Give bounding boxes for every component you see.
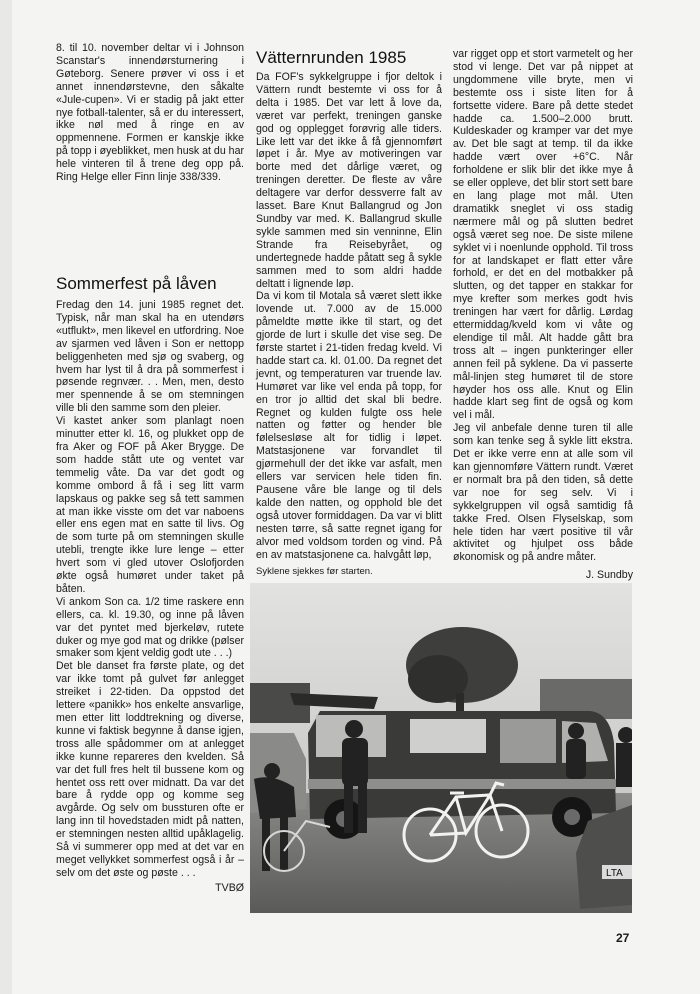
page-number: 27	[616, 931, 630, 945]
intro-column	[56, 42, 244, 184]
sommerfest-article	[56, 274, 244, 895]
license-plate-text: LTA	[606, 868, 623, 879]
vatternrunden-signature: J. Sundby	[585, 569, 633, 582]
sommerfest-paragraph-4: Det ble danset fra første plate, og det var ikke tomt på gulvet før anlegget streiket i 22-tiden. Da oppstod det lettere «panikk» hos enkelte ansvarlige, men etter litt loddtrekning og diverse, kunne vi faktisk begynne å danse igjen, tross alle spådommer om at anlegget ikke kunne repareres den kvelden. Så var det full fres helt til bussene kom og hentet oss rett over midnatt. Da var det bare å rydde opp og komme seg avgårde. Og selv om bussturen ofte er lang inn til hovedstaden midt på natten, er stemningen nesten alltid upåklagelig. Så vi summerer opp med at det var en meget vellykket sommerfest også i år – selv om det øste og pøste . . .	[56, 660, 244, 879]
vatternrunden-paragraph-4: Jeg vil anbefale denne turen til alle som kan tenke seg å sykle litt ekstra. Det er ikke verre enn at alle som vil kan gjennomføre Vättern rundt. Været er normalt bra på den tiden, så dette var noe for seg selv. Vi i sykkelgruppen vil også samtidig få takke Fred. Olsen Flyselskap, som hele tiden har vært positive til vår aktivitet og hjulpet oss både økonomisk og på andre måter.	[453, 422, 633, 564]
sommerfest-signature: TVBØ	[215, 881, 244, 894]
vatternrunden-continued	[453, 48, 633, 582]
intro-paragraph: 8. til 10. november deltar vi i Johnson Scanstar's innendørsturnering i Gøteborg. Senere prøver vi oss i et annet innendørstevne, den såkalte «Jule-cupen». Vi er stadig på jakt etter nye fotball-talenter, så er du interessert, ikke nøl med å ringe en av oppmennene. Formen er kanskje ikke på topp i øyeblikket, men husk at du har hele vinteren til å trene deg opp på. Ring Helge eller Finn linje 338/339.	[56, 42, 244, 184]
page-edge-band	[0, 0, 12, 994]
van-bicycles-photo	[250, 583, 632, 913]
photo-illustration	[250, 583, 632, 913]
sommerfest-paragraph-1: Fredag den 14. juni 1985 regnet det. Typisk, når man skal ha en utendørs «utflukt», men likevel en utfordring. Noe av sjarmen ved låven i Son er nettopp beliggenheten med sjø og svaberg, og hvem har lyst til å dra på sommerfest i pøsende regnvær. . . Men, men, desto mer spennende å se om stemningen ville bli den samme som den pleier.	[56, 299, 244, 415]
sommerfest-paragraph-3: Vi ankom Son ca. 1/2 time raskere enn ellers, ca. kl. 19.30, og inne på låven var det pyntet med bjerkeløv, rutete duker og mye god mat og drikke (pølser smaker som kjent veldig godt ute . . .)	[56, 595, 244, 660]
photo-caption: Syklene sjekkes før starten.	[256, 566, 373, 577]
sommerfest-title: Sommerfest på låven	[56, 274, 217, 293]
vatternrunden-paragraph-1: Da FOF's sykkelgruppe i fjor deltok i Vättern rundt bestemte vi oss for å delta i 1985. Det var lett å love da, været var perfekt, treningen ganske god og opplegget forøvrig alle tiders. Like lett var det ikke å få gjennomført løpet i år. Mye av motiveringen var borte med det dårlige været, og treningen deretter. De fleste av våre deltagere var derfor dessverre falt av lasset. Bare Knut Ballangrud og Jon Sundby var med. K. Ballangrud skulle sykle sammen med sin venninne, Elin Strande fra Reisebyrået, og undertegnede hadde påtatt seg å sykle sammen med to som aldri hadde deltatt i lignende løp.	[256, 71, 442, 290]
vatternrunden-paragraph-3: var rigget opp et stort varmetelt og her stod vi lenge. Det var på nippet at ungdommene ville bryte, men vi bestemte oss i siste liten for å fortsette videre. Bare på dette stedet hadde ca. 1.500–2.000 brutt. Kuldeskader og kramper var det mye av. Det ble sagt at temp. til da ikke hadde vært over +6°C. Når forholdene er slik blir det ikke mye å se eller oppleve, det blir stort sett bare en lang plage mot mål. Uten dramatikk sneglet vi oss stadig nærmere mål og på slutten bedret også været seg noe. De siste milene syklet vi i noenlunde opphold. Til tross for at landskapet er flatt etter våre forhold, er det en del motbakker på slutten, og det tapper en stakkar for mye krefter som merkes godt hvis treningen har vært for dårlig. Lørdag ettermiddag/kveld kom vi våte og elendige til mål. Alt hadde gått bra tross alt – ingen punkteringer eller annen feil på syklene. Da vi passerte mål-linjen steg humøret til de store høyder hos oss alle. Knut og Elin hadde klart seg fint de også og kom vel i mål.	[453, 48, 633, 422]
vatternrunden-title: Vätternrunden 1985	[256, 48, 407, 67]
vatternrunden-article	[256, 48, 442, 561]
vatternrunden-paragraph-2: Da vi kom til Motala så været slett ikke lovende ut. 7.000 av de 15.000 påmeldte møtte ikke til start, og det gjorde de lurt i skulle det vise seg. De første startet i 21-tiden fredag kveld. Vi hadde start ca. kl. 01.00. Da regnet det jevnt, og temperaturen var truende lav. Humøret var like vel enda på topp, for en tror jo alltid det skal bli bedre. Regnet og kulden fulgte oss hele natten og føtter og hender ble følelsesløse alt for tidlig i løpet. Matstasjonene var forvandlet til gjørmehull der det ikke var asfalt, men ellers var servicen hele tiden fin. Pausene våre ble lange og til dels kalde den natten, og opphold ble det også utover formiddagen. Da var vi blitt nesten tørre, så satte regnet igang for alvor med voldsom torden og vind. På en av matstasjonene ca. halvgått løp,	[256, 290, 442, 561]
sommerfest-paragraph-2: Vi kastet anker som planlagt noen minutter etter kl. 16, og plukket opp de fra Aker og FOF på Aker Brygge. De som hadde stått ute og ventet var temmelig våte. Da var det godt og komme ombord å få i seg litt varm lapskaus og pakke seg så tett sammen at man ikke visste om det var naboens eller ens egen mat en satte til livs. Og de som turte på om stemningen skulle utebli, trengte ikke lure lenge – etter hvert som vi gled utover Oslofjorden økte også humøret under taket på båten.	[56, 415, 244, 595]
